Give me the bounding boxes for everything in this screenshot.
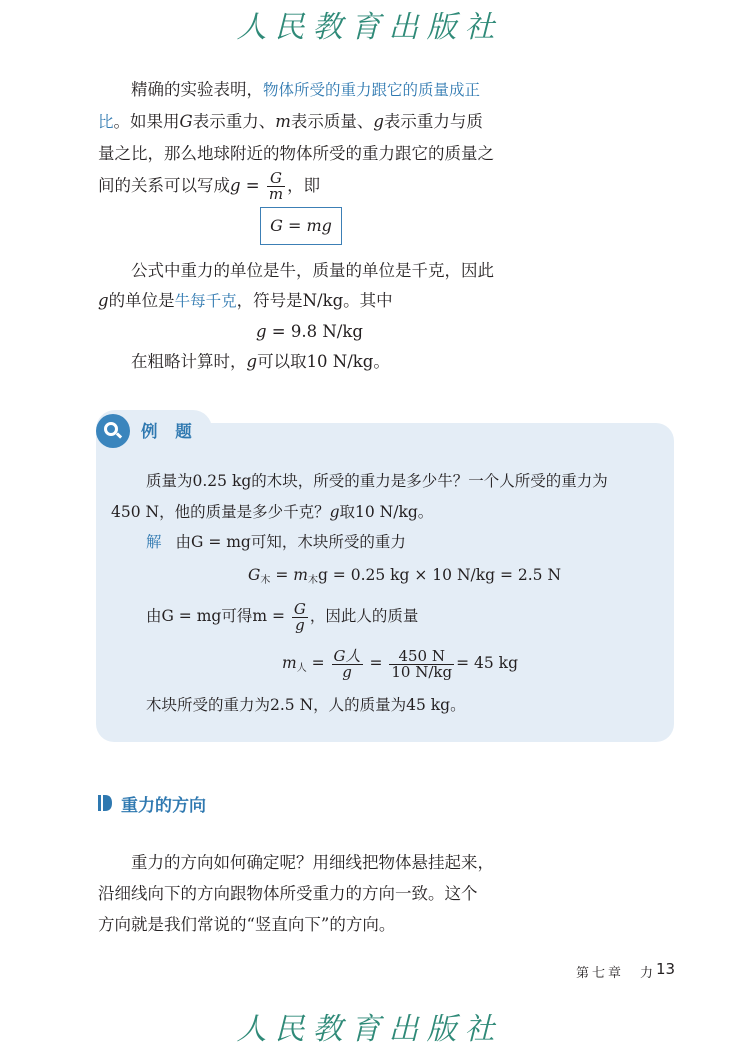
approx-line xyxy=(98,346,531,378)
section-marker-icon xyxy=(98,795,112,811)
formula-box: G = mg xyxy=(260,207,342,245)
numerator: G xyxy=(267,171,285,187)
highlight-text: 比 xyxy=(98,113,114,131)
numerator: 450 N xyxy=(389,649,454,665)
equation-text: = 45 kg xyxy=(456,654,518,672)
magnifier-icon xyxy=(96,414,130,448)
symbol-g: g xyxy=(246,352,258,371)
intro-line-1 xyxy=(98,74,518,106)
symbol-m: m xyxy=(282,654,297,672)
solution-text: 由G = mg可知，木块所受的重力 xyxy=(175,533,406,551)
section-line-3: 方向就是我们常说的“竖直向下”的方向。 xyxy=(98,915,396,934)
highlight-text: 物体所受的重力跟它的质量成正 xyxy=(263,81,481,99)
symbol-g: g xyxy=(329,503,340,521)
fraction-G-over-g xyxy=(332,646,363,681)
subscript: 木 xyxy=(260,575,271,586)
person-mass-equation: $m_人$ = $\frac{\text{G人}}{g}$ = $\frac{450 N}{10 N/kg}$ = 45 kg xyxy=(282,646,518,681)
answer-line: 木块所受的重力为2.5 N，人的质量为45 kg。 xyxy=(146,696,466,714)
question-line-2 xyxy=(111,497,631,527)
fraction-G-over-g xyxy=(292,599,308,634)
equals: = xyxy=(240,176,265,195)
publisher-logo-top: 人民教育出版社 xyxy=(236,10,503,45)
wood-gravity-equation xyxy=(248,560,628,596)
intro-text: 表示质量、 xyxy=(290,112,374,131)
chapter-label: 第七章 力 xyxy=(576,966,657,981)
solution-line-2 xyxy=(146,601,566,633)
units-text: ，符号是N/kg。其中 xyxy=(236,291,393,310)
units-text: 的单位是 xyxy=(108,291,175,310)
intro-text: 间的关系可以写成 xyxy=(98,176,230,195)
symbol-g: g xyxy=(256,322,267,341)
units-line-2 xyxy=(98,285,518,317)
intro-text: 表示重力与质 xyxy=(383,112,483,131)
fraction-G-over-m xyxy=(267,171,285,202)
page-number: 13 xyxy=(656,960,676,978)
publisher-logo-bottom: 人民教育出版社 xyxy=(236,1012,503,1047)
g-value-equation xyxy=(256,316,456,348)
solution-label: 解 xyxy=(146,533,162,551)
approx-text: 可以取10 N/kg。 xyxy=(257,352,390,371)
symbol-g: g xyxy=(230,176,241,195)
solution-text: 由G = mg可得m = xyxy=(146,607,290,625)
intro-text: 表示重力、 xyxy=(192,112,276,131)
symbol-m: = m xyxy=(270,566,308,584)
highlight-text: 牛每千克 xyxy=(174,292,237,310)
approx-text: 在粗略计算时， xyxy=(131,352,247,371)
question-text: 450 N，他的质量是多少千克？ xyxy=(111,503,330,521)
intro-text: 。如果用 xyxy=(113,112,180,131)
numerator: G xyxy=(293,599,306,618)
denominator: g xyxy=(342,662,352,681)
solution-text: ，因此人的质量 xyxy=(309,607,419,625)
units-line-1: 公式中重力的单位是牛，质量的单位是千克，因此 xyxy=(131,261,494,280)
example-title: 例 题 xyxy=(141,422,198,441)
intro-line-4 xyxy=(98,170,518,202)
subscript: 木 xyxy=(307,575,318,586)
denominator: g xyxy=(295,615,305,634)
symbol-g: g xyxy=(373,112,384,131)
intro-line-3: 量之比，那么地球附近的物体所受的重力跟它的质量之 xyxy=(98,144,494,163)
symbol-g: g xyxy=(98,291,109,310)
intro-line-2 xyxy=(98,106,518,138)
symbol-G: G xyxy=(179,112,193,131)
symbol-G: G xyxy=(248,566,261,584)
question-line-1: 质量为0.25 kg的木块，所受的重力是多少牛？一个人所受的重力为 xyxy=(146,472,608,490)
intro-text: ，即 xyxy=(287,176,321,195)
section-title: 重力的方向 xyxy=(121,796,206,816)
intro-text: 精确的实验表明， xyxy=(131,80,263,99)
equation-text: = 9.8 N/kg xyxy=(266,322,363,341)
numerator: G人 xyxy=(333,646,361,665)
symbol-m: m xyxy=(275,112,291,131)
solution-line-1 xyxy=(146,527,646,557)
equation-text: g = 0.25 kg × 10 N/kg = 2.5 N xyxy=(317,566,562,584)
section-line-2: 沿细线向下的方向跟物体所受重力的方向一致。这个 xyxy=(98,884,478,903)
denominator: m xyxy=(268,185,284,203)
denominator: 10 N/kg xyxy=(391,662,453,681)
section-line-1: 重力的方向如何确定呢？用细线把物体悬挂起来， xyxy=(131,853,494,872)
fraction-values xyxy=(389,646,454,681)
subscript: 人 xyxy=(296,663,307,674)
question-text: 取10 N/kg。 xyxy=(339,503,434,521)
